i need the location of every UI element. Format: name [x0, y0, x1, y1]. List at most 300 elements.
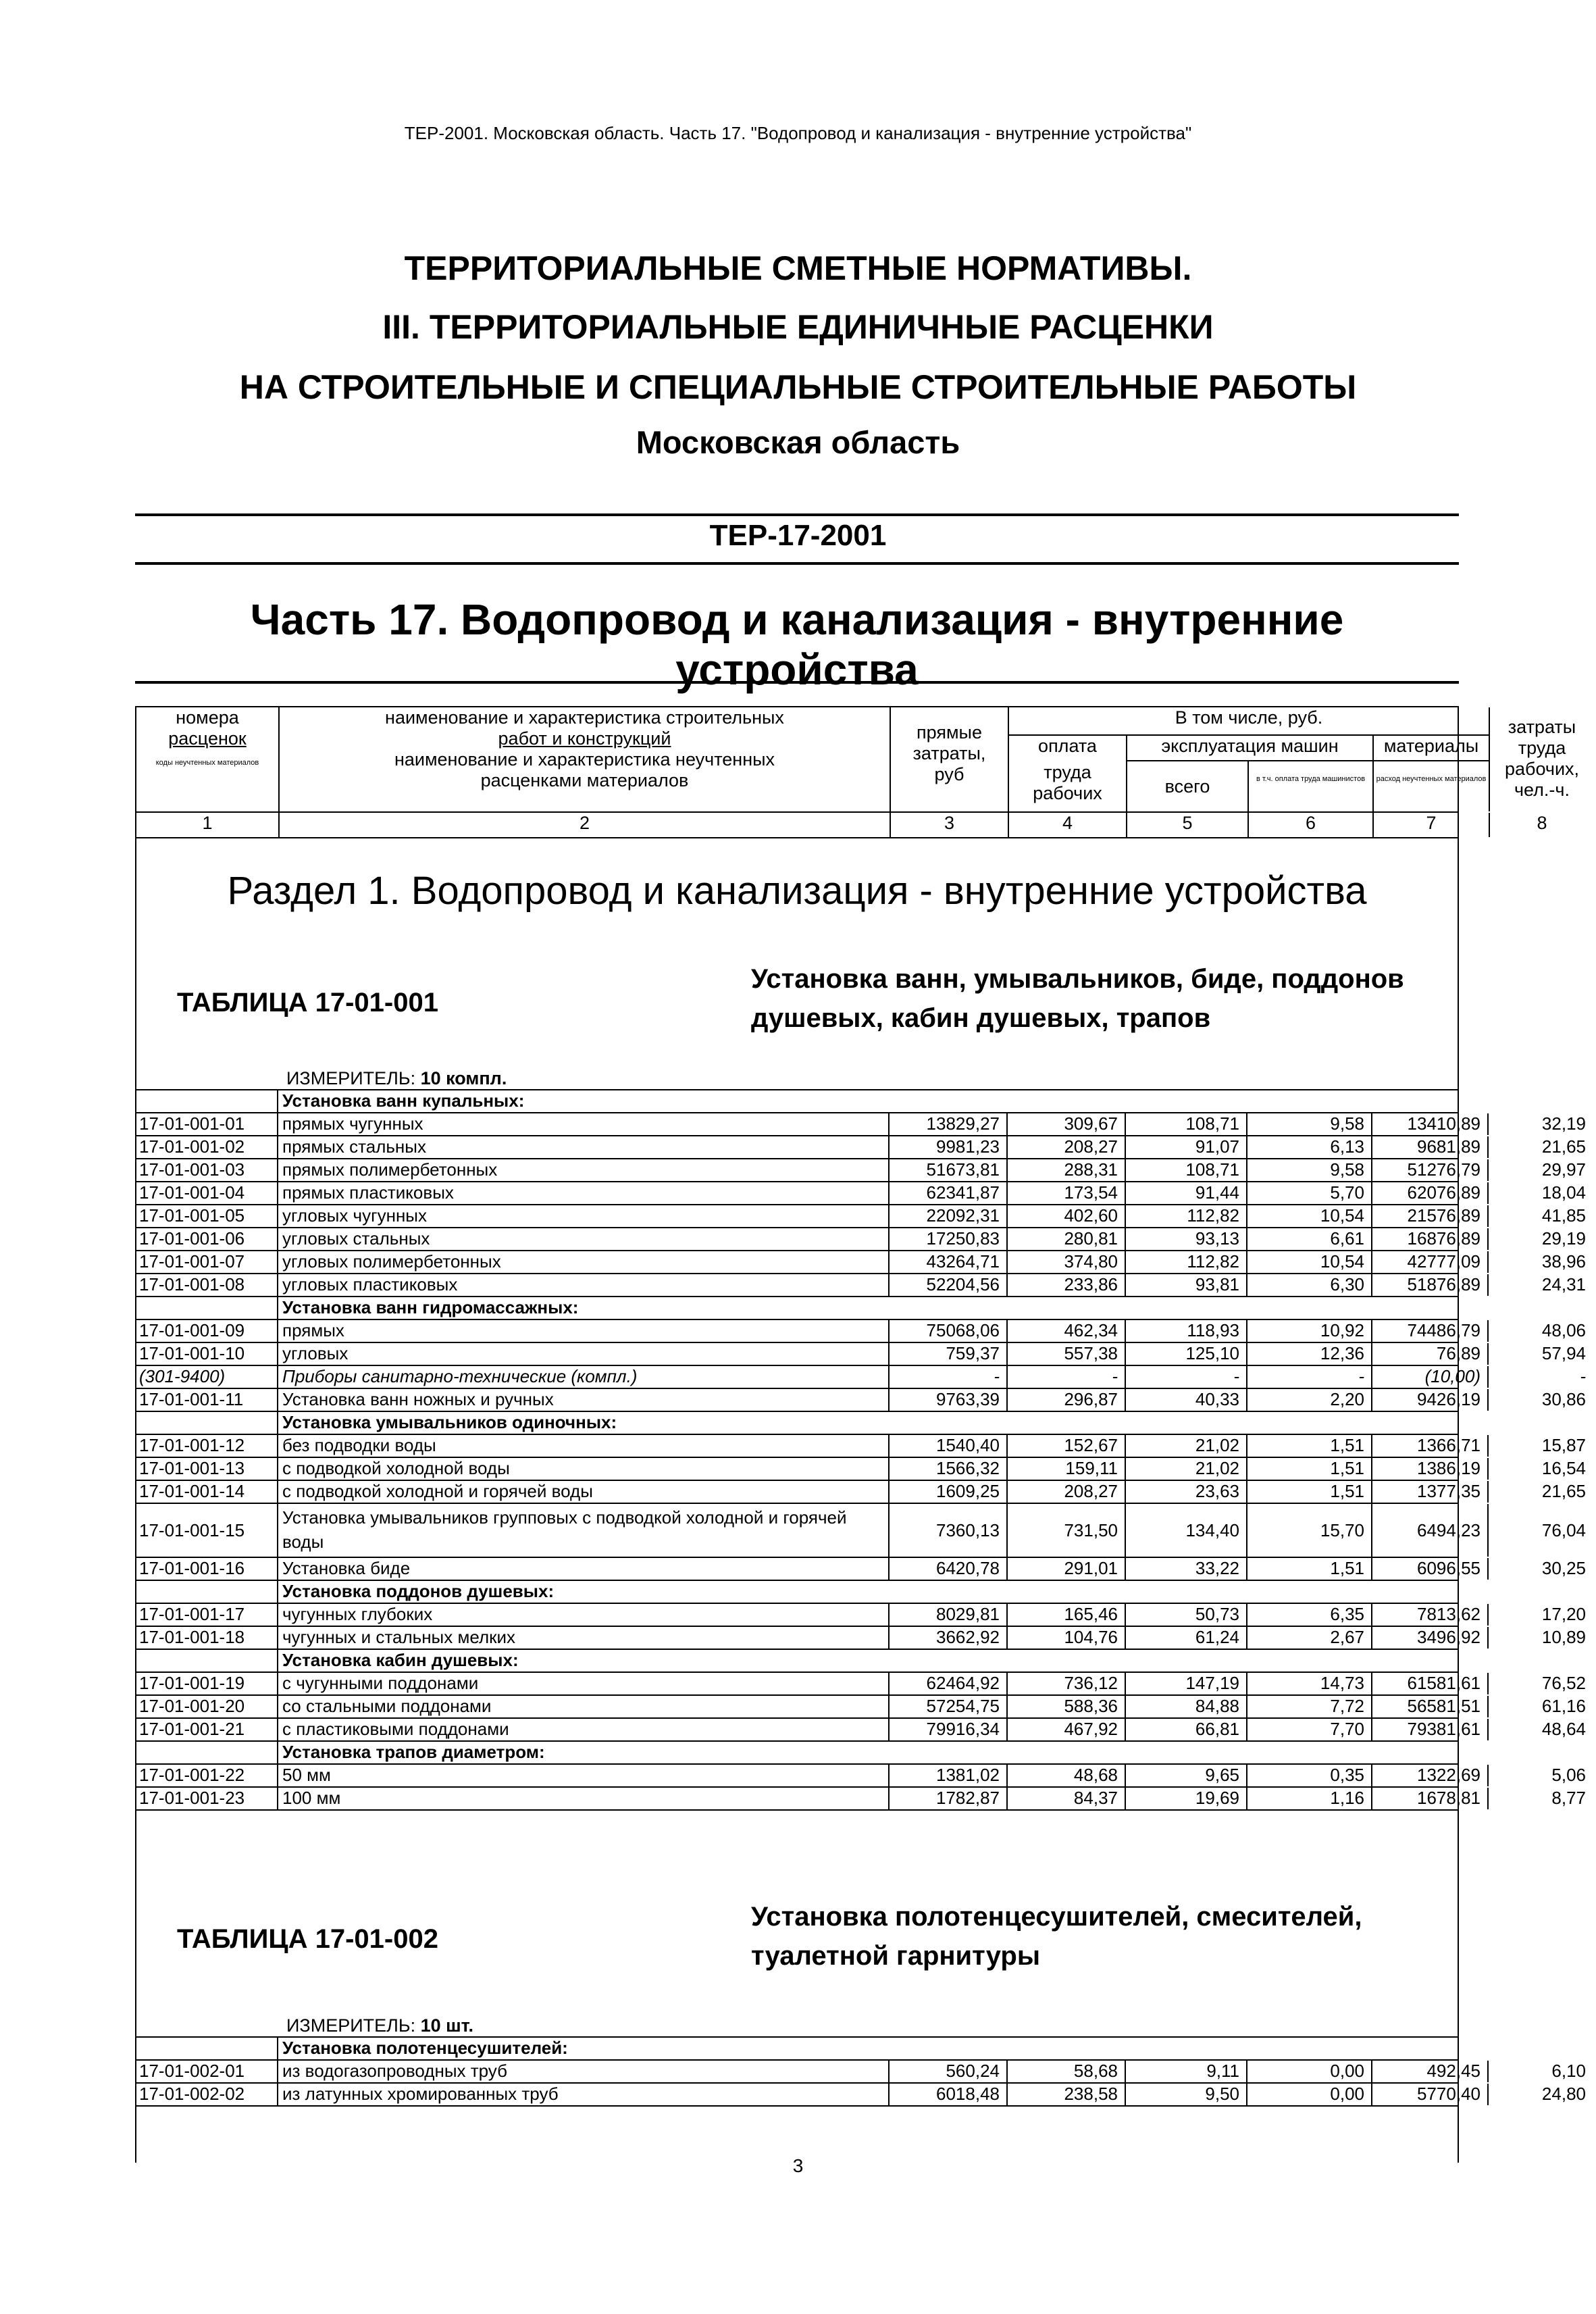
work-name: прямых пластиковых: [278, 1182, 890, 1204]
work-name: угловых: [278, 1343, 890, 1365]
col1-label-c: коды неучтенных материалов: [155, 759, 259, 767]
machinist-pay: -: [1247, 1366, 1372, 1388]
col3-label-b: затраты,: [912, 743, 986, 763]
col7-header: [1374, 761, 1490, 811]
table-row: [136, 1458, 1586, 1481]
machinist-pay: 2,20: [1247, 1389, 1372, 1411]
title-line-1: ТЕРРИТОРИАЛЬНЫЕ СМЕТНЫЕ НОРМАТИВЫ.: [404, 249, 1192, 287]
col8-label-c: рабочих,: [1504, 759, 1580, 779]
materials: 51876,89: [1372, 1274, 1489, 1296]
direct-costs: 62464,92: [890, 1673, 1008, 1694]
labor-hours: -: [1580, 1366, 1586, 1386]
machinist-pay: 6,13: [1247, 1136, 1372, 1158]
labor-pay: 291,01: [1008, 1558, 1126, 1580]
measure-prefix: ИЗМЕРИТЕЛЬ:: [286, 1068, 421, 1088]
group-heading-row: [136, 1090, 1458, 1113]
materials: 16876,89: [1372, 1228, 1489, 1250]
labor-pay: 159,11: [1008, 1458, 1126, 1480]
col3-header: [891, 707, 1009, 811]
group-heading: Установка трапов диаметром:: [282, 1742, 545, 1762]
materials: 1322,69: [1372, 1765, 1489, 1786]
num-8: 8: [1537, 813, 1547, 833]
rate-code: 17-01-001-21: [136, 1719, 278, 1740]
group-heading-row: [136, 1297, 1458, 1320]
rate-code: 17-01-001-02: [136, 1136, 278, 1158]
table1-rows: [136, 1089, 1586, 1811]
machine-total: 112,82: [1126, 1251, 1247, 1273]
col4-label-b: труда: [1044, 762, 1091, 782]
machine-total: 93,81: [1126, 1274, 1247, 1296]
direct-costs: 43264,71: [890, 1251, 1008, 1273]
materials: 61581,61: [1372, 1673, 1489, 1694]
table-row: [136, 1788, 1586, 1811]
machine-total: 108,71: [1126, 1159, 1247, 1181]
machine-total: 108,71: [1126, 1113, 1247, 1135]
materials: 7813,62: [1372, 1604, 1489, 1626]
labor-hours: 5,06: [1551, 1765, 1586, 1785]
machinist-pay: 7,70: [1247, 1719, 1372, 1740]
materials: 21576,89: [1372, 1205, 1489, 1227]
rate-code: 17-01-001-17: [136, 1604, 278, 1626]
machine-total: 40,33: [1126, 1389, 1247, 1411]
num-6: 6: [1249, 813, 1374, 837]
labor-pay: 374,80: [1008, 1251, 1126, 1273]
table2-name: [751, 1897, 1467, 1976]
work-name: Установка ванн ножных и ручных: [278, 1389, 890, 1411]
materials: 56581,51: [1372, 1696, 1489, 1717]
direct-costs: 1566,32: [890, 1458, 1008, 1480]
table1-name-line2: душевых, кабин душевых, трапов: [751, 1003, 1211, 1033]
machinist-pay: 7,72: [1247, 1696, 1372, 1717]
machine-total: 91,07: [1126, 1136, 1247, 1158]
title-line-2: III. ТЕРРИТОРИАЛЬНЫЕ ЕДИНИЧНЫЕ РАСЦЕНКИ: [382, 308, 1214, 346]
direct-costs: 57254,75: [890, 1696, 1008, 1717]
group-heading: Установка поддонов душевых:: [282, 1581, 555, 1601]
col6-header: [1249, 761, 1374, 811]
rate-code: 17-01-001-04: [136, 1182, 278, 1204]
rule-part: [135, 681, 1459, 684]
direct-costs: 52204,56: [890, 1274, 1008, 1296]
num-3: 3: [891, 813, 1009, 837]
labor-hours: 24,31: [1541, 1274, 1586, 1294]
labor-pay: 48,68: [1008, 1765, 1126, 1786]
table2-name-line2: туалетной гарнитуры: [751, 1941, 1041, 1971]
col5-header: [1127, 761, 1249, 811]
machinist-pay: 6,61: [1247, 1228, 1372, 1250]
labor-hours: 41,85: [1541, 1205, 1586, 1226]
labor-pay: 462,34: [1008, 1320, 1126, 1342]
col5-label: всего: [1164, 776, 1210, 797]
group-heading-row: [136, 1742, 1458, 1765]
col4-label-c: рабочих: [1033, 783, 1102, 803]
rule-bottom: [135, 562, 1459, 565]
rate-code: 17-01-001-09: [136, 1320, 278, 1342]
direct-costs: 7360,13: [890, 1504, 1008, 1557]
running-head: ТЕР-2001. Московская область. Часть 17. "Водопровод и канализация - внутренние устройства": [404, 123, 1192, 143]
direct-costs: 759,37: [890, 1343, 1008, 1365]
machinist-pay: 1,51: [1247, 1435, 1372, 1457]
col3-label-a: прямые: [917, 722, 982, 743]
machine-total: 9,65: [1126, 1765, 1247, 1786]
rate-code: 17-01-001-11: [136, 1389, 278, 1411]
machinist-pay: 0,35: [1247, 1765, 1372, 1786]
work-name: чугунных глубоких: [278, 1604, 890, 1626]
table2-label: ТАБЛИЦА 17-01-002: [177, 1924, 438, 1954]
machine-total: 50,73: [1126, 1604, 1247, 1626]
table-row: [136, 1366, 1586, 1389]
work-name: чугунных и стальных мелких: [278, 1627, 890, 1649]
machine-total: 118,93: [1126, 1320, 1247, 1342]
col2-label-c: наименование и характеристика неучтенных: [394, 749, 775, 770]
table-row: [136, 1504, 1586, 1558]
rate-code: 17-01-001-15: [136, 1504, 278, 1557]
group-code-cell: [136, 1650, 278, 1671]
table-row: [136, 1719, 1586, 1742]
labor-hours: 76,52: [1541, 1673, 1586, 1693]
work-name: угловых стальных: [278, 1228, 890, 1250]
col2-label-d: расценками материалов: [480, 770, 689, 790]
work-name: 50 мм: [278, 1765, 890, 1786]
column-header: [135, 706, 1580, 838]
machine-total: 134,40: [1126, 1504, 1247, 1557]
materials: 1678,81: [1372, 1788, 1489, 1809]
labor-pay: 309,67: [1008, 1113, 1126, 1135]
table-row: [136, 1251, 1586, 1274]
materials: 9426,19: [1372, 1389, 1489, 1411]
direct-costs: 51673,81: [890, 1159, 1008, 1181]
measure-prefix-2: ИЗМЕРИТЕЛЬ:: [286, 2015, 421, 2036]
labor-pay: 288,31: [1008, 1159, 1126, 1181]
machinist-pay: 9,58: [1247, 1113, 1372, 1135]
materials: (10,00): [1372, 1366, 1489, 1388]
direct-costs: 13829,27: [890, 1113, 1008, 1135]
direct-costs: -: [890, 1366, 1008, 1388]
col8-header: [1490, 707, 1594, 811]
machinist-pay: 2,67: [1247, 1627, 1372, 1649]
table-row: [136, 1182, 1586, 1205]
materials: 74486,79: [1372, 1320, 1489, 1342]
rate-code: 17-01-001-08: [136, 1274, 278, 1296]
labor-pay: 152,67: [1008, 1435, 1126, 1457]
group-heading-row: [136, 2038, 1458, 2061]
materials: 5770,40: [1372, 2084, 1489, 2105]
work-name: с подводкой холодной и горячей воды: [278, 1481, 890, 1503]
labor-pay: 280,81: [1008, 1228, 1126, 1250]
col8-label-b: труда: [1518, 738, 1566, 758]
table-row: [136, 1343, 1586, 1366]
machinist-pay: 0,00: [1247, 2061, 1372, 2082]
machinist-pay: 6,30: [1247, 1274, 1372, 1296]
labor-hours: 17,20: [1541, 1604, 1586, 1624]
direct-costs: 8029,81: [890, 1604, 1008, 1626]
labor-hours: 6,10: [1551, 2061, 1586, 2081]
work-name: прямых полимербетонных: [278, 1159, 890, 1181]
direct-costs: 3662,92: [890, 1627, 1008, 1649]
table-row: [136, 1389, 1586, 1412]
direct-costs: 1381,02: [890, 1765, 1008, 1786]
labor-pay: 402,60: [1008, 1205, 1126, 1227]
group-heading: Установка полотенцесушителей:: [282, 2038, 568, 2058]
labor-pay: 467,92: [1008, 1719, 1126, 1740]
direct-costs: 1540,40: [890, 1435, 1008, 1457]
materials: 1366,71: [1372, 1435, 1489, 1457]
table1-name: [751, 959, 1467, 1038]
machine-total: 112,82: [1126, 1205, 1247, 1227]
rule-top: [135, 513, 1459, 516]
mat-label: материалы: [1383, 736, 1479, 756]
machinist-pay: 1,51: [1247, 1558, 1372, 1580]
labor-pay: 588,36: [1008, 1696, 1126, 1717]
rate-code: 17-01-001-07: [136, 1251, 278, 1273]
col8-label-d: чел.-ч.: [1514, 780, 1570, 800]
page-number: 3: [792, 2155, 804, 2176]
direct-costs: 17250,83: [890, 1228, 1008, 1250]
mat-header: [1374, 736, 1490, 760]
col2-header: [280, 707, 891, 811]
num-2: 2: [280, 813, 891, 837]
materials: 1386,19: [1372, 1458, 1489, 1480]
table-row: [136, 1159, 1586, 1182]
direct-costs: 560,24: [890, 2061, 1008, 2082]
col4-header: [1009, 736, 1127, 811]
col8-label-a: затраты: [1508, 717, 1576, 737]
work-name: прямых чугунных: [278, 1113, 890, 1135]
rate-code: 17-01-001-14: [136, 1481, 278, 1503]
work-name: угловых чугунных: [278, 1205, 890, 1227]
group-heading-row: [136, 1581, 1458, 1604]
labor-hours: 18,04: [1541, 1182, 1586, 1203]
group-code-cell: [136, 1581, 278, 1603]
mach-label: эксплуатация машин: [1161, 736, 1339, 756]
table-row: [136, 1558, 1586, 1581]
rate-code: 17-01-002-01: [136, 2061, 278, 2082]
labor-hours: 21,65: [1541, 1481, 1586, 1501]
rate-code: 17-01-001-19: [136, 1673, 278, 1694]
machine-total: 84,88: [1126, 1696, 1247, 1717]
table-row: [136, 1274, 1586, 1297]
machine-total: 33,22: [1126, 1558, 1247, 1580]
doc-code: ТЕР-17-2001: [709, 519, 887, 552]
direct-costs: 22092,31: [890, 1205, 1008, 1227]
rate-code: 17-01-002-02: [136, 2084, 278, 2105]
direct-costs: 62341,87: [890, 1182, 1008, 1204]
col4-label-a: оплата: [1038, 736, 1097, 756]
work-name: из водогазопроводных труб: [278, 2061, 890, 2082]
rate-code: 17-01-001-22: [136, 1765, 278, 1786]
table-row: [136, 1481, 1586, 1504]
labor-pay: 104,76: [1008, 1627, 1126, 1649]
labor-hours: 29,19: [1541, 1228, 1586, 1249]
materials: 62076,89: [1372, 1182, 1489, 1204]
rate-code: 17-01-001-23: [136, 1788, 278, 1809]
rate-code: 17-01-001-06: [136, 1228, 278, 1250]
table-row: [136, 1765, 1586, 1788]
group-heading: Установка ванн гидромассажных:: [282, 1297, 579, 1317]
group-code-cell: [136, 1742, 278, 1763]
work-name: с чугунными поддонами: [278, 1673, 890, 1694]
rate-code: 17-01-001-12: [136, 1435, 278, 1457]
num-5: 5: [1127, 813, 1249, 837]
machinist-pay: 1,51: [1247, 1481, 1372, 1503]
labor-pay: 233,86: [1008, 1274, 1126, 1296]
materials: 76,89: [1372, 1343, 1489, 1365]
section-title: Раздел 1. Водопровод и канализация - внутренние устройства: [227, 869, 1367, 913]
rate-code: 17-01-001-10: [136, 1343, 278, 1365]
machinist-pay: 6,35: [1247, 1604, 1372, 1626]
machine-total: 23,63: [1126, 1481, 1247, 1503]
machinist-pay: 1,51: [1247, 1458, 1372, 1480]
materials: 1377,35: [1372, 1481, 1489, 1503]
rate-code: 17-01-001-03: [136, 1159, 278, 1181]
col6-label: в т.ч. оплата труда машинистов: [1256, 775, 1366, 783]
table2-rows: [136, 2036, 1586, 2107]
work-name: прямых: [278, 1320, 890, 1342]
group-heading: Установка кабин душевых:: [282, 1650, 519, 1670]
num-1: 1: [136, 813, 280, 837]
work-name: из латунных хромированных труб: [278, 2084, 890, 2105]
group-heading-row: [136, 1412, 1458, 1435]
col3-label-c: руб: [934, 764, 964, 784]
labor-hours: 61,16: [1541, 1696, 1586, 1716]
group-code-cell: [136, 1090, 278, 1112]
work-name: угловых пластиковых: [278, 1274, 890, 1296]
machine-total: 91,44: [1126, 1182, 1247, 1204]
materials: 13410,89: [1372, 1113, 1489, 1135]
machine-total: 9,11: [1126, 2061, 1247, 2082]
labor-hours: 29,97: [1541, 1159, 1586, 1180]
work-name: со стальными поддонами: [278, 1696, 890, 1717]
table-row: [136, 1627, 1586, 1650]
table1-name-line1: Установка ванн, умывальников, биде, поддонов: [751, 964, 1404, 994]
table2-name-line1: Установка полотенцесушителей, смесителей,: [751, 1902, 1362, 1932]
part-title: Часть 17. Водопровод и канализация - внутренние устройства: [250, 595, 1344, 694]
col1-label-a: номера: [176, 707, 239, 728]
machine-total: 147,19: [1126, 1673, 1247, 1694]
group-code-cell: [136, 1412, 278, 1434]
materials: 6096,55: [1372, 1558, 1489, 1580]
machinist-pay: 15,70: [1247, 1504, 1372, 1557]
work-name: с пластиковыми поддонами: [278, 1719, 890, 1740]
table2-measure: [286, 2015, 473, 2036]
group-code-cell: [136, 2038, 278, 2059]
machinist-pay: 14,73: [1247, 1673, 1372, 1694]
machine-total: 61,24: [1126, 1627, 1247, 1649]
direct-costs: 1609,25: [890, 1481, 1008, 1503]
materials: 42777,09: [1372, 1251, 1489, 1273]
col2-label-a: наименование и характеристика строительных: [385, 707, 784, 728]
materials: 6494,23: [1372, 1504, 1489, 1557]
col1-header: [136, 707, 280, 811]
labor-pay: 731,50: [1008, 1504, 1126, 1557]
table-row: [136, 1320, 1586, 1343]
materials: 3496,92: [1372, 1627, 1489, 1649]
group-heading-row: [136, 1650, 1458, 1673]
labor-pay: 173,54: [1008, 1182, 1126, 1204]
machinist-pay: 1,16: [1247, 1788, 1372, 1809]
incl-header: [1009, 707, 1490, 734]
labor-pay: 208,27: [1008, 1136, 1126, 1158]
rate-code: 17-01-001-13: [136, 1458, 278, 1480]
measure-unit-2: 10 шт.: [420, 2015, 473, 2036]
direct-costs: 79916,34: [890, 1719, 1008, 1740]
materials: 492,45: [1372, 2061, 1489, 2082]
table1-label: ТАБЛИЦА 17-01-001: [177, 988, 438, 1017]
labor-hours: 76,04: [1541, 1520, 1586, 1540]
labor-hours: 48,06: [1541, 1320, 1586, 1340]
labor-pay: 238,58: [1008, 2084, 1126, 2105]
machine-total: 66,81: [1126, 1719, 1247, 1740]
table-row: [136, 1113, 1586, 1136]
table-row: [136, 1673, 1586, 1696]
machinist-pay: 9,58: [1247, 1159, 1372, 1181]
table-row: [136, 1205, 1586, 1228]
table1-measure: [286, 1068, 507, 1089]
labor-hours: 30,86: [1541, 1389, 1586, 1409]
labor-hours: 57,94: [1541, 1343, 1586, 1363]
labor-pay: 736,12: [1008, 1673, 1126, 1694]
machine-total: 21,02: [1126, 1458, 1247, 1480]
labor-hours: 15,87: [1541, 1435, 1586, 1455]
table-row: [136, 1604, 1586, 1627]
num-4: 4: [1009, 813, 1127, 837]
machine-total: 93,13: [1126, 1228, 1247, 1250]
machinist-pay: 0,00: [1247, 2084, 1372, 2105]
machine-total: 9,50: [1126, 2084, 1247, 2105]
labor-hours: 38,96: [1541, 1251, 1586, 1272]
labor-pay: 296,87: [1008, 1389, 1126, 1411]
table-row: [136, 1435, 1586, 1458]
table-row: [136, 1228, 1586, 1251]
labor-pay: 84,37: [1008, 1788, 1126, 1809]
work-name: Установка умывальников групповых с подводкой холодной и горячей воды: [278, 1504, 890, 1557]
materials: 79381,61: [1372, 1719, 1489, 1740]
rate-code: 17-01-001-18: [136, 1627, 278, 1649]
work-name: без подводки воды: [278, 1435, 890, 1457]
machine-total: 21,02: [1126, 1435, 1247, 1457]
work-name: прямых стальных: [278, 1136, 890, 1158]
labor-hours: 21,65: [1541, 1136, 1586, 1157]
labor-pay: 58,68: [1008, 2061, 1126, 2082]
col7-label: расход неучтенных материалов: [1376, 775, 1487, 783]
work-name: с подводкой холодной воды: [278, 1458, 890, 1480]
labor-pay: 557,38: [1008, 1343, 1126, 1365]
col1-label-b: расценок: [168, 728, 247, 749]
work-name: Установка биде: [278, 1558, 890, 1580]
group-heading: Установка умывальников одиночных:: [282, 1412, 617, 1432]
table-row: [136, 2061, 1586, 2084]
work-name: 100 мм: [278, 1788, 890, 1809]
machine-total: -: [1126, 1366, 1247, 1388]
direct-costs: 6018,48: [890, 2084, 1008, 2105]
labor-hours: 10,89: [1541, 1627, 1586, 1647]
table-row: [136, 1136, 1586, 1159]
title-line-region: Московская область: [636, 424, 960, 460]
num-7: 7: [1374, 813, 1490, 837]
direct-costs: 6420,78: [890, 1558, 1008, 1580]
labor-hours: 30,25: [1541, 1558, 1586, 1578]
labor-pay: -: [1008, 1366, 1126, 1388]
rate-code: 17-01-001-20: [136, 1696, 278, 1717]
machine-total: 19,69: [1126, 1788, 1247, 1809]
group-code-cell: [136, 1297, 278, 1319]
col2-label-b: работ и конструкций: [498, 728, 671, 749]
measure-unit: 10 компл.: [420, 1068, 507, 1088]
mach-header: [1127, 736, 1374, 760]
machine-total: 125,10: [1126, 1343, 1247, 1365]
rate-code: (301-9400): [136, 1366, 278, 1388]
labor-hours: 48,64: [1541, 1719, 1586, 1739]
machinist-pay: 10,54: [1247, 1251, 1372, 1273]
